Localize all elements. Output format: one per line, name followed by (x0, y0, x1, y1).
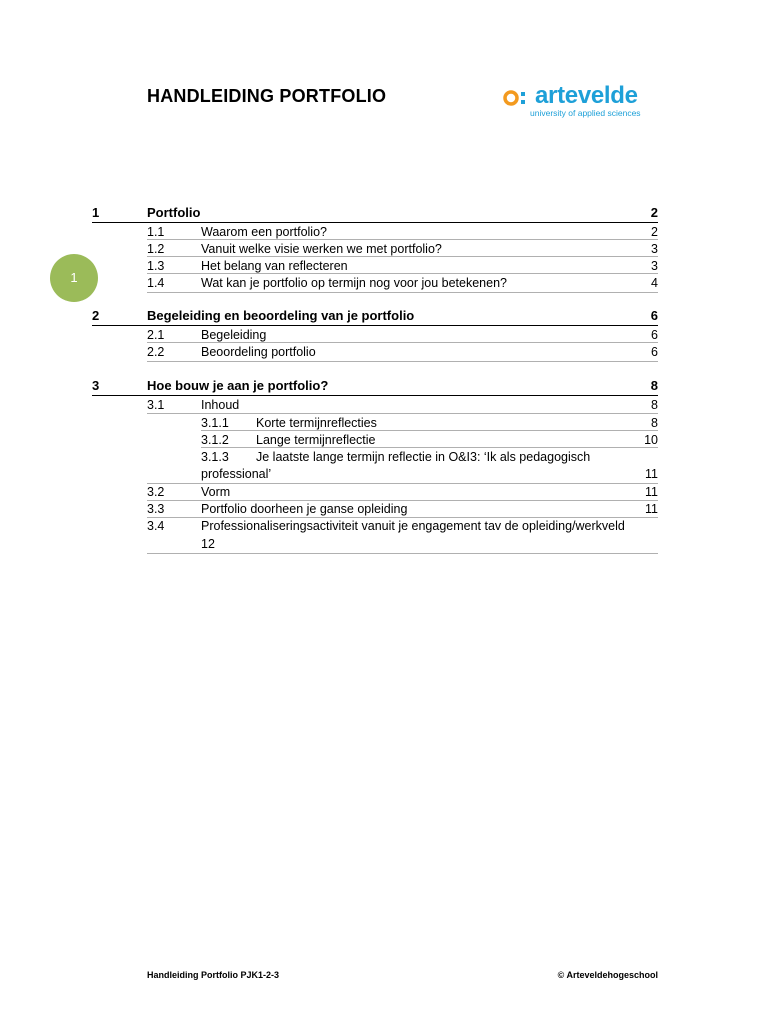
toc-number: 3.1 (147, 398, 165, 412)
toc-label: Je laatste lange termijn reflectie in O&I3: ‘Ik als pedagogisch (256, 450, 591, 464)
toc-label: Hoe bouw je aan je portfolio? (147, 378, 329, 393)
divider (147, 553, 658, 554)
divider (147, 292, 658, 293)
toc-label: Professionaliseringsactiviteit vanuit je engagement tav de opleiding/werkveld (201, 519, 625, 533)
toc-label: Portfolio (147, 205, 201, 220)
toc-number: 3.1.2 (201, 433, 229, 447)
toc-page: 6 (650, 308, 658, 323)
divider (201, 447, 658, 448)
toc-number: 1 (92, 205, 100, 220)
toc-label: Het belang van reflecteren (201, 259, 348, 273)
footer-right: © Arteveldehogeschool (557, 970, 658, 980)
divider (201, 430, 658, 431)
divider (147, 413, 658, 414)
toc-page: 8 (650, 378, 658, 393)
toc-page: 11 (645, 467, 658, 481)
toc-number: 1.3 (147, 259, 165, 273)
divider (147, 361, 658, 362)
toc-page: 8 (651, 398, 658, 412)
toc-number: 3.3 (147, 502, 165, 516)
toc-label: Korte termijnreflecties (256, 416, 377, 430)
divider (147, 273, 658, 274)
toc-label: Portfolio doorheen je ganse opleiding (201, 502, 408, 516)
toc-entry-3-4[interactable] (147, 518, 658, 554)
toc-page: 12 (201, 537, 215, 551)
toc-page: 11 (645, 485, 658, 499)
divider (147, 342, 658, 343)
logo-wordmark: artevelde (535, 82, 638, 109)
toc-page: 6 (651, 345, 658, 359)
toc-label: Begeleiding (201, 328, 267, 342)
toc-page: 2 (650, 205, 658, 220)
toc-label: Waarom een portfolio? (201, 225, 327, 239)
toc-label-continued: professional’ (201, 467, 272, 481)
toc-number: 2.1 (147, 328, 165, 342)
divider (92, 395, 658, 396)
toc-number: 2 (92, 308, 100, 323)
artevelde-logo (503, 82, 653, 122)
toc-number: 1.2 (147, 242, 165, 256)
toc-page: 3 (651, 259, 658, 273)
toc-page: 2 (651, 225, 658, 239)
page-number-badge: 1 (50, 254, 98, 302)
toc-number: 3.2 (147, 485, 165, 499)
logo-mark-icon (503, 86, 533, 108)
toc-number: 3.1.1 (201, 416, 229, 430)
divider (92, 222, 658, 223)
toc-page: 6 (651, 328, 658, 342)
toc-label: Vanuit welke visie werken we met portfolio? (201, 242, 442, 256)
toc-number: 3.1.3 (201, 450, 229, 464)
toc-page: 4 (651, 276, 658, 290)
toc-label: Lange termijnreflectie (256, 433, 376, 447)
toc-label: Beoordeling portfolio (201, 345, 316, 359)
toc-label: Vorm (201, 485, 231, 499)
page-title: HANDLEIDING PORTFOLIO (147, 86, 387, 106)
footer-left: Handleiding Portfolio PJK1-2-3 (147, 970, 280, 980)
divider (147, 256, 658, 257)
toc-label: Begeleiding en beoordeling van je portfolio (147, 308, 415, 323)
toc-page: 3 (651, 242, 658, 256)
toc-number: 3 (92, 378, 100, 393)
toc-number: 2.2 (147, 345, 165, 359)
toc-number: 1.1 (147, 225, 165, 239)
toc-page: 10 (644, 433, 658, 447)
logo-tagline: university of applied sciences (530, 108, 641, 118)
toc-number: 3.4 (147, 519, 165, 533)
toc-number: 1.4 (147, 276, 165, 290)
toc-entry-3-1-3[interactable] (201, 449, 658, 483)
toc-page: 11 (645, 502, 658, 516)
toc-label: Wat kan je portfolio op termijn nog voor jou betekenen? (201, 276, 507, 290)
toc-page: 8 (651, 416, 658, 430)
toc-label: Inhoud (201, 398, 240, 412)
divider (147, 239, 658, 240)
divider (92, 325, 658, 326)
